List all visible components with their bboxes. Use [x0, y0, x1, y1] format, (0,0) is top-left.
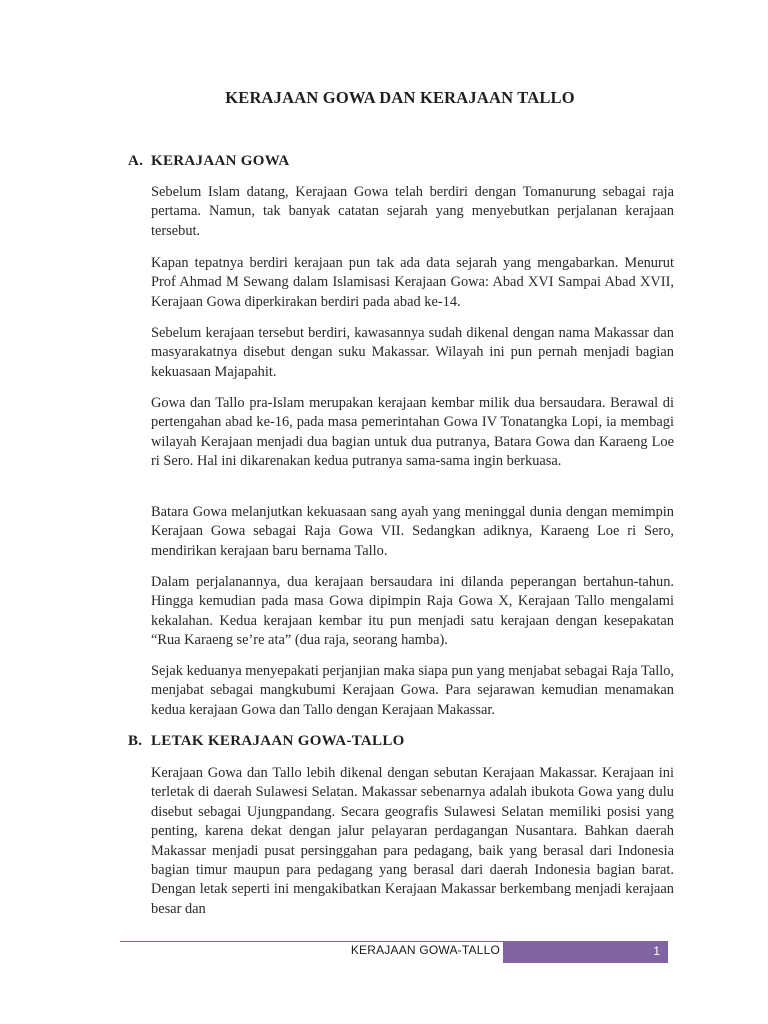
section-heading-b — [128, 733, 405, 750]
paragraph: Gowa dan Tallo pra-Islam merupakan kerajaan kembar milik dua bersaudara. Berawal di pertengahan abad ke-16, pada masa pemerintahan Gowa IV Tonatangka Lopi, ia membagi wilayah Kerajaan menjadi dua bagian untuk dua putranya, Batara Gowa dan Karaeng Loe ri Sero. Hal ini dikarenakan kedua putranya sama-sama ingin berkuasa. — [151, 395, 674, 470]
section-letter: A. — [128, 153, 144, 169]
footer-running-title: KERAJAAN GOWA-TALLO — [350, 943, 500, 957]
paragraph: Sejak keduanya menyepakati perjanjian maka siapa pun yang menjabat sebagai Raja Tallo, menjabat sebagai mangkubumi Kerajaan Gowa. Para sejarawan kemudian menamakan kedua kerajaan Gowa dan Tallo dengan Kerajaan Makassar. — [151, 663, 674, 718]
page-number: 1 — [653, 944, 660, 958]
paragraph: Sebelum Islam datang, Kerajaan Gowa telah berdiri dengan Tomanurung sebagai raja pertama. Namun, tak banyak catatan sejarah yang menyebutkan perjalanan kerajaan tersebut. — [151, 184, 674, 239]
paragraph: Kerajaan Gowa dan Tallo lebih dikenal dengan sebutan Kerajaan Makassar. Kerajaan ini terletak di daerah Sulawesi Selatan. Makassar sebenarnya adalah ibukota Gowa yang dulu disebut sebagai Ujungpandang. Secara geografis Sulawesi Selatan memiliki posisi yang penting, karena dekat dengan jalur pelayaran perdagangan Nusantara. Bahkan daerah Makassar menjadi pusat persinggahan para pedagang, baik yang berasal dari Indonesia bagian timur maupun para pedagang yang berasal dari daerah Indonesia bagian barat. Dengan letak seperti ini mengakibatkan Kerajaan Makassar berkembang menjadi kerajaan besar dan — [151, 765, 674, 917]
paragraph: Batara Gowa melanjutkan kekuasaan sang ayah yang meninggal dunia dengan memimpin Kerajaan Gowa sebagai Raja Gowa VII. Sedangkan adiknya, Karaeng Loe ri Sero, mendirikan kerajaan baru bernama Tallo. — [151, 504, 674, 559]
section-title: KERAJAAN GOWA — [151, 153, 290, 169]
section-letter: B. — [128, 733, 143, 749]
footer-page-box — [503, 941, 668, 963]
document-title: KERAJAAN GOWA DAN KERAJAAN TALLO — [225, 88, 575, 107]
paragraph: Sebelum kerajaan tersebut berdiri, kawasannya sudah dikenal dengan nama Makassar dan masyarakatnya disebut dengan suku Makassar. Wilayah ini pun pernah menjadi bagian kekuasaan Majapahit. — [151, 325, 674, 380]
section-title: LETAK KERAJAAN GOWA-TALLO — [151, 733, 405, 749]
paragraph: Kapan tepatnya berdiri kerajaan pun tak ada data sejarah yang mengabarkan. Menurut Prof Ahmad M Sewang dalam Islamisasi Kerajaan Gowa: Abad XVI Sampai Abad XVII, Kerajaan Gowa diperkirakan berdiri pada abad ke-14. — [151, 255, 674, 310]
paragraph: Dalam perjalanannya, dua kerajaan bersaudara ini dilanda peperangan bertahun-tahun. Hingga kemudian pada masa Gowa dipimpin Raja Gowa X, Kerajaan Tallo mengalami kekalahan. Kedua kerajaan kembar itu pun menjadi satu kerajaan dengan kesepakatan “Rua Karaeng se’re ata” (dua raja, seorang hamba). — [151, 574, 674, 649]
section-heading-a — [128, 153, 290, 170]
